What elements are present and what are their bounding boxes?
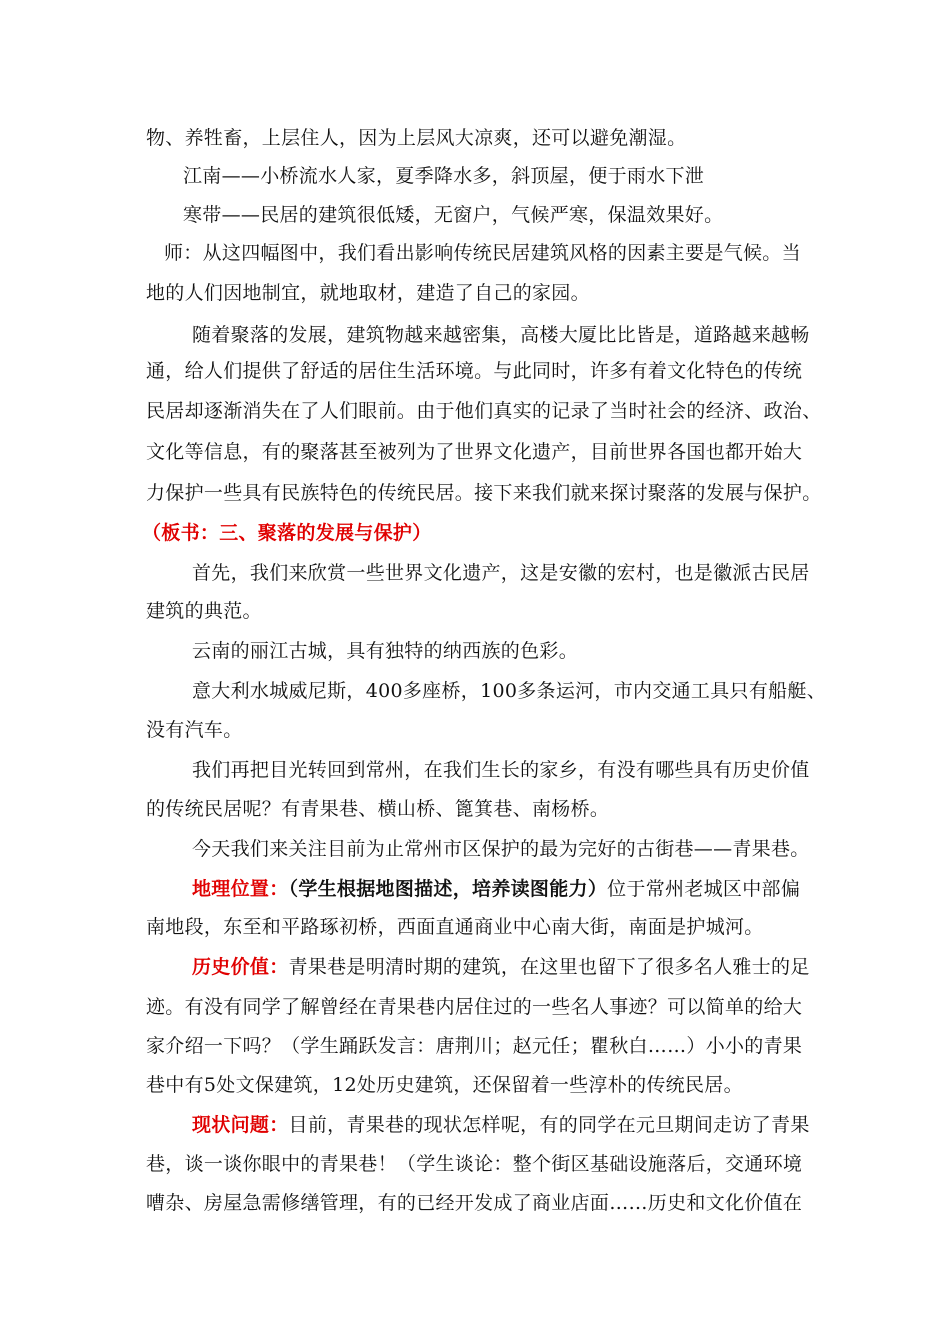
text-line: 建筑的典范。 — [146, 600, 262, 622]
text-line: 文化等信息，有的聚落甚至被列为了世界文化遗产，目前世界各国也都开始大 — [146, 441, 803, 463]
text-line: 随着聚落的发展，建筑物越来越密集，高楼大厦比比皆是，道路越来越畅 — [192, 324, 810, 346]
text-line: 今天我们来关注目前为止常州市区保护的最为完好的古街巷——青果巷。 — [192, 838, 810, 860]
text-run: 位于常州老城区中部偏 — [607, 878, 801, 900]
text-line: 云南的丽江古城，具有独特的纳西族的色彩。 — [192, 640, 579, 662]
text-line: 力保护一些具有民族特色的传统民居。接下来我们就来探讨聚落的发展与保护。 — [146, 482, 822, 504]
text-line: 意大利水城威尼斯，400多座桥，100多条运河，市内交通工具只有船艇、 — [192, 680, 827, 702]
text-line: 没有汽车。 — [146, 719, 243, 741]
text-line: 地的人们因地制宜，就地取材，建造了自己的家园。 — [146, 282, 590, 304]
text-line-status — [192, 1112, 810, 1138]
text-line: 寒带——民居的建筑很低矮，无窗户，气候严寒，保温效果好。 — [183, 204, 724, 226]
text-line-history — [192, 954, 810, 980]
text-run: 青果巷是明清时期的建筑，在这里也留下了很多名人雅士的足 — [288, 956, 810, 978]
text-line: 江南——小桥流水人家，夏季降水多，斜顶屋，便于雨水下泄 — [183, 165, 705, 187]
section-label-geo: 地理位置： — [192, 878, 289, 900]
text-line: 民居却逐渐消失在了人们眼前。由于他们真实的记录了当时社会的经济、政治、 — [146, 400, 822, 422]
text-line: 嘈杂、房屋急需修缮管理，有的已经开发成了商业店面……历史和文化价值在 — [146, 1192, 803, 1214]
text-line: 通，给人们提供了舒适的居住生活环境。与此同时，许多有着文化特色的传统 — [146, 360, 803, 382]
text-line: 巷中有5处文保建筑，12处历史建筑，还保留着一些淳朴的传统民居。 — [146, 1074, 743, 1096]
section-label-status: 现状问题： — [192, 1114, 289, 1136]
teaching-note: （学生根据地图描述，培养读图能力） — [288, 878, 608, 900]
text-line-geo — [192, 876, 800, 902]
text-line: 师：从这四幅图中，我们看出影响传统民居建筑风格的因素主要是气候。当 — [164, 242, 801, 264]
text-line: 迹。有没有同学了解曾经在青果巷内居住过的一些名人事迹？可以简单的给大 — [146, 996, 803, 1018]
text-run: 目前，青果巷的现状怎样呢，有的同学在元旦期间走访了青果 — [288, 1114, 810, 1136]
text-line: 我们再把目光转回到常州，在我们生长的家乡，有没有哪些具有历史价值 — [192, 759, 810, 781]
text-line: 的传统民居呢？有青果巷、横山桥、篦箕巷、南杨桥。 — [146, 798, 610, 820]
section-label-history: 历史价值： — [192, 956, 289, 978]
text-line: 巷，谈一谈你眼中的青果巷！（学生谈论：整个街区基础设施落后，交通环境 — [146, 1153, 803, 1175]
board-heading: （板书：三、聚落的发展与保护） — [142, 522, 432, 544]
text-line: 家介绍一下吗？（学生踊跃发言：唐荆川；赵元任；瞿秋白……）小小的青果 — [146, 1035, 803, 1057]
text-line: 物、养牲畜，上层住人，因为上层风大凉爽，还可以避免潮湿。 — [146, 127, 687, 149]
text-line: 首先，我们来欣赏一些世界文化遗产，这是安徽的宏村，也是徽派古民居 — [192, 562, 810, 584]
text-line: 南地段，东至和平路琢初桥，西面直通商业中心南大街，南面是护城河。 — [146, 916, 764, 938]
